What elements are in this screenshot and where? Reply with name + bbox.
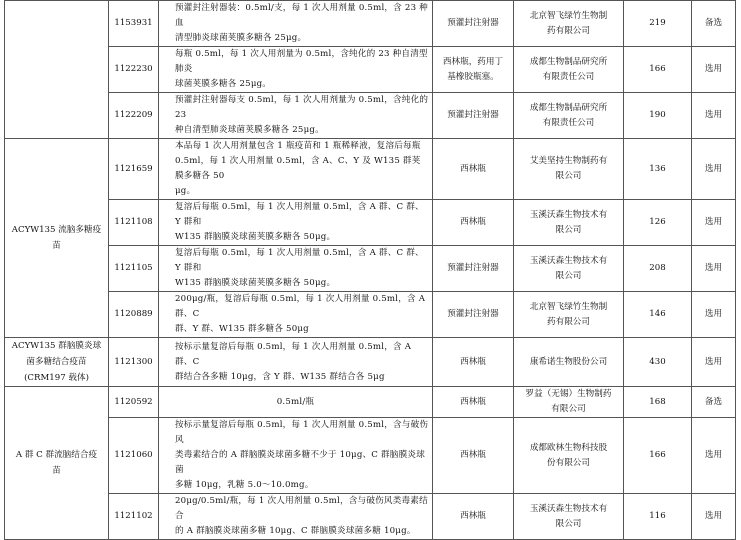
packaging-cell bbox=[433, 47, 514, 93]
packaging-cell bbox=[433, 246, 514, 292]
selection-type-cell: 选用 bbox=[692, 418, 736, 494]
price-cell: 219 bbox=[624, 1, 692, 47]
selection-type-cell: 选用 bbox=[692, 338, 736, 387]
text-line: μg。 bbox=[175, 186, 196, 196]
text-line: 成都生物制品研究所 bbox=[529, 56, 608, 67]
price-cell: 116 bbox=[624, 494, 692, 540]
price-cell: 190 bbox=[624, 93, 692, 139]
price-cell: 430 bbox=[624, 338, 692, 387]
text-line: 每瓶 0.5ml，每 1 次人用剂量为 0.5ml，含纯化的 23 种自清型肺炎 bbox=[175, 49, 428, 74]
packaging-cell bbox=[433, 338, 514, 387]
packaging-cell bbox=[433, 93, 514, 139]
manufacturer-cell bbox=[514, 1, 624, 47]
product-code-cell: 1122209 bbox=[109, 93, 159, 139]
text-line: 西林瓶 bbox=[460, 511, 486, 521]
price-cell: 136 bbox=[624, 139, 692, 200]
manufacturer-cell bbox=[514, 387, 624, 418]
specification-cell bbox=[159, 200, 433, 246]
packaging-cell bbox=[433, 200, 514, 246]
text-line: 种自清型肺炎球菌荚膜多糖各 25μg。 bbox=[175, 125, 324, 135]
manufacturer-cell bbox=[514, 47, 624, 93]
price-cell: 126 bbox=[624, 200, 692, 246]
text-line: 群结合各多糖 10μg，含 Y 群、W135 群结合各 5μg bbox=[175, 371, 385, 382]
text-line: 预灌封注射器 bbox=[447, 110, 499, 120]
table-row bbox=[5, 418, 736, 494]
selection-type-cell: 选用 bbox=[692, 139, 736, 200]
table-row bbox=[5, 387, 736, 418]
text-line: 北京智飞绿竹生物制 bbox=[529, 301, 608, 312]
manufacturer-cell bbox=[514, 494, 624, 540]
selection-type-cell: 选用 bbox=[692, 93, 736, 139]
specification-cell bbox=[159, 139, 433, 200]
text-line: 预灌封注射器 bbox=[447, 18, 499, 28]
table-row bbox=[5, 200, 736, 246]
selection-type-cell: 选用 bbox=[692, 494, 736, 540]
text-line: 玉溪沃森生物技术有 bbox=[529, 255, 608, 266]
text-line: 西林瓶 bbox=[460, 450, 486, 460]
text-line: 药有限公司 bbox=[547, 25, 590, 36]
price-cell: 208 bbox=[624, 246, 692, 292]
specification-cell bbox=[159, 494, 433, 540]
text-line: 苗 bbox=[52, 241, 61, 251]
text-line: 预灌封注射器每支 0.5ml，每 1 次人用剂量为 0.5ml，含纯化的 23 bbox=[175, 95, 429, 120]
packaging-cell bbox=[433, 139, 514, 200]
text-line: (CRM197 载体) bbox=[24, 373, 89, 383]
selection-type-cell: 备选 bbox=[692, 387, 736, 418]
table-row bbox=[5, 292, 736, 338]
text-line: 西林瓶 bbox=[460, 217, 486, 227]
text-line: 基橡胶瓶塞。 bbox=[447, 71, 499, 82]
packaging-cell bbox=[433, 1, 514, 47]
product-code-cell: 1120592 bbox=[109, 387, 159, 418]
text-line: 群、Y 群、W135 群多糖各 50μg bbox=[175, 324, 309, 334]
specification-cell bbox=[159, 387, 433, 418]
text-line: 按标示量复溶后每瓶 0.5ml，每 1 次人用剂量 0.5ml，含与破伤风 bbox=[175, 420, 429, 445]
text-line: A 群 C 群流脑结合疫 bbox=[15, 450, 98, 460]
text-line: 成都生物制品研究所 bbox=[529, 102, 608, 113]
text-line: 20μg/0.5ml/瓶，每 1 次人用剂量 0.5ml，含与破伤风类毒素结合 bbox=[175, 496, 428, 521]
text-line: ACYW135 群脑膜炎球 bbox=[11, 341, 102, 351]
text-line: 限公司 bbox=[555, 171, 582, 181]
product-code-cell: 1121300 bbox=[109, 338, 159, 387]
selection-type-cell: 选用 bbox=[692, 292, 736, 338]
product-code-cell: 1153931 bbox=[109, 1, 159, 47]
text-line: 艾美坚持生物制药有 bbox=[529, 156, 608, 166]
table-row bbox=[5, 1, 736, 47]
text-line: 类毒素结合的 A 群脑膜炎球菌多糖不少于 10μg、C 群脑膜炎球菌 bbox=[175, 450, 425, 475]
text-line: 预灌封注射器装：0.5ml/支，每 1 次人用剂量 0.5ml，含 23 种血 bbox=[175, 3, 428, 28]
vaccine-name-cell bbox=[5, 1, 109, 139]
text-line: W135 群脑膜炎球菌荚膜多糖各 50μg。 bbox=[175, 278, 336, 288]
text-line: 份有限公司 bbox=[547, 457, 590, 468]
vaccine-name-cell bbox=[5, 338, 109, 387]
text-line: 北京智飞绿竹生物制 bbox=[529, 10, 608, 21]
packaging-cell bbox=[433, 494, 514, 540]
table-row bbox=[5, 338, 736, 387]
text-line: 西林瓶 bbox=[460, 396, 486, 407]
product-code-cell: 1121659 bbox=[109, 139, 159, 200]
text-line: 球菌荚膜多糖各 25μg。 bbox=[175, 79, 272, 89]
text-line: 玉溪沃森生物技术有 bbox=[529, 503, 608, 514]
text-line: 复溶后每瓶 0.5ml，每 1 次人用剂量 0.5ml，含 A 群、C 群、Y 群和 bbox=[175, 248, 424, 273]
text-line: 限公司 bbox=[555, 518, 582, 529]
text-line: 有限公司 bbox=[551, 404, 586, 414]
text-line: 康希诺生物股份公司 bbox=[529, 356, 608, 367]
table-row bbox=[5, 494, 736, 540]
text-line: 有限责任公司 bbox=[542, 71, 595, 82]
vaccine-name-cell bbox=[5, 387, 109, 540]
selection-type-cell: 选用 bbox=[692, 246, 736, 292]
specification-cell bbox=[159, 47, 433, 93]
manufacturer-cell bbox=[514, 418, 624, 494]
price-cell: 166 bbox=[624, 418, 692, 494]
price-cell: 146 bbox=[624, 292, 692, 338]
price-cell: 166 bbox=[624, 47, 692, 93]
text-line: 0.5ml/瓶 bbox=[276, 396, 315, 407]
specification-cell bbox=[159, 93, 433, 139]
table-row bbox=[5, 246, 736, 292]
text-line: 预灌封注射器 bbox=[447, 263, 499, 273]
text-line: 本品每 1 次人用剂量包含 1 瓶疫苗和 1 瓶稀释液，复溶后每瓶 bbox=[175, 141, 421, 151]
text-line: 的 A 群脑膜炎球菌多糖 10μg、C 群脑膜炎球菌多糖 10μg。 bbox=[175, 526, 416, 536]
selection-type-cell: 选用 bbox=[692, 200, 736, 246]
text-line: 成都欧林生物科技股 bbox=[529, 442, 608, 453]
packaging-cell bbox=[433, 418, 514, 494]
manufacturer-cell bbox=[514, 338, 624, 387]
text-line: 西林瓶 bbox=[460, 356, 486, 367]
manufacturer-cell bbox=[514, 139, 624, 200]
text-line: 有限责任公司 bbox=[542, 117, 595, 128]
specification-cell bbox=[159, 1, 433, 47]
text-line: 多糖 10μg，乳糖 5.0～10.0mg。 bbox=[175, 480, 314, 490]
manufacturer-cell bbox=[514, 246, 624, 292]
text-line: 预灌封注射器 bbox=[447, 309, 499, 319]
manufacturer-cell bbox=[514, 292, 624, 338]
product-code-cell: 1121108 bbox=[109, 200, 159, 246]
price-cell: 168 bbox=[624, 387, 692, 418]
product-code-cell: 1121060 bbox=[109, 418, 159, 494]
text-line: 苗 bbox=[52, 466, 61, 476]
selection-type-cell: 备选 bbox=[692, 1, 736, 47]
text-line: 罗益（无锡）生物制药 bbox=[525, 389, 612, 399]
text-line: 西林瓶，药用丁 bbox=[442, 56, 504, 67]
text-line: 清型肺炎球菌荚膜多糖各 25μg。 bbox=[175, 33, 307, 43]
text-line: 药有限公司 bbox=[547, 316, 590, 327]
specification-cell bbox=[159, 292, 433, 338]
table-row bbox=[5, 93, 736, 139]
specification-cell bbox=[159, 338, 433, 387]
manufacturer-cell bbox=[514, 93, 624, 139]
table-row bbox=[5, 139, 736, 200]
table-row bbox=[5, 47, 736, 93]
specification-cell bbox=[159, 418, 433, 494]
text-line: 西林瓶 bbox=[460, 163, 486, 174]
text-line: 复溶后每瓶 0.5ml，每 1 次人用剂量 0.5ml，含 A 群、C 群、Y 群和 bbox=[175, 202, 424, 227]
text-line: 菌多糖结合疫苗 bbox=[26, 357, 87, 367]
text-line: 限公司 bbox=[555, 270, 582, 281]
packaging-cell bbox=[433, 292, 514, 338]
product-code-cell: 1122230 bbox=[109, 47, 159, 93]
text-line: ACYW135 流脑多糖疫 bbox=[11, 225, 102, 235]
product-code-cell: 1121105 bbox=[109, 246, 159, 292]
selection-type-cell: 选用 bbox=[692, 47, 736, 93]
vaccine-name-cell bbox=[5, 139, 109, 338]
text-line: 200μg/瓶，复溶后每瓶 0.5ml，每 1 次人用剂量 0.5ml，含 A 群、C bbox=[175, 294, 426, 319]
text-line: 限公司 bbox=[555, 224, 582, 235]
product-code-cell: 1120889 bbox=[109, 292, 159, 338]
text-line: 玉溪沃森生物技术有 bbox=[529, 209, 608, 220]
text-line: 按标示量复溶后每瓶 0.5ml，每 1 次人用剂量 0.5ml，含 A 群、C bbox=[175, 341, 412, 367]
text-line: 0.5ml，每 1 次人用剂量 0.5ml，含 A、C、Y 及 W135 群荚膜多糖各 50 bbox=[175, 156, 421, 181]
product-code-cell: 1121102 bbox=[109, 494, 159, 540]
manufacturer-cell bbox=[514, 200, 624, 246]
text-line: W135 群脑膜炎球菌荚膜多糖各 50μg。 bbox=[175, 232, 336, 242]
specification-cell bbox=[159, 246, 433, 292]
vaccine-price-table bbox=[4, 0, 736, 540]
packaging-cell bbox=[433, 387, 514, 418]
